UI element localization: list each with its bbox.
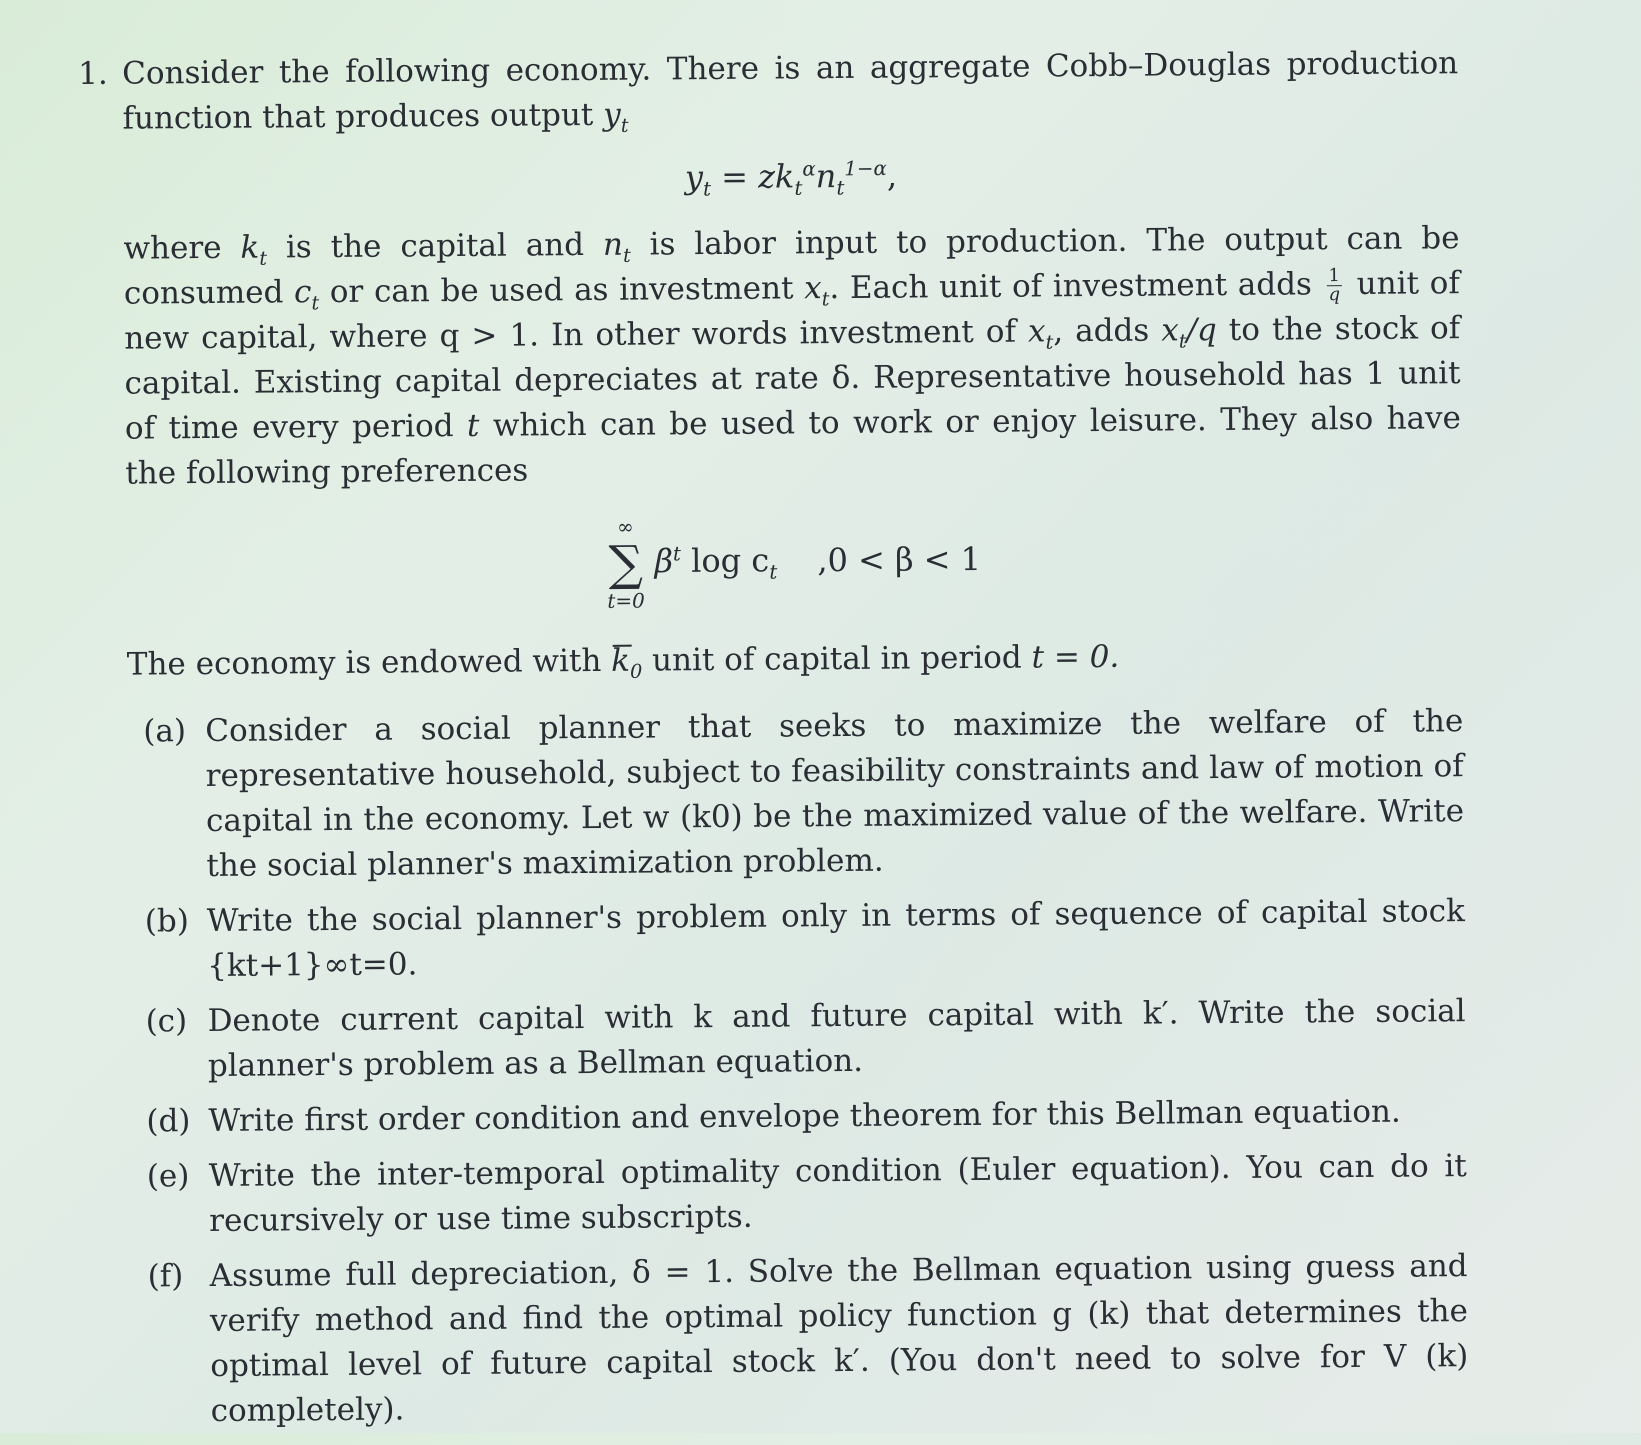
- summation-sign: ∞ ∑ t=0: [607, 514, 645, 613]
- problem-1: [78, 41, 1469, 1445]
- part-d: (d) Write first order condition and envelope theorem for this Bellman equation.: [146, 1093, 1401, 1140]
- part-b: (b) Write the social planner's problem only in terms of sequence of capital stock {kt+1}∞t=0.: [144, 893, 1465, 985]
- part-f: (f) Assume full depreciation, δ = 1. Solve the Bellman equation using guess and verify method and find the optimal policy function g (k) that determines the optimal level of future capital stock k′. (You don't need to solve for V (k) completely).: [147, 1248, 1469, 1429]
- problem-body: [122, 41, 1469, 1444]
- part-e: (e) Write the inter-temporal optimality condition (Euler equation). You can do it recursively or use time subscripts.: [146, 1148, 1467, 1240]
- preferences-equation: ∞ ∑ t=0 $\beta^t$ $\log c_t$ ,0 < β < 1: [607, 514, 982, 613]
- problem-page: [78, 41, 1469, 1445]
- production-equation: $y_t = zk_t^\alpha n_t^{1-\alpha}$,: [684, 156, 898, 201]
- endowment-sentence: The economy is endowed with $k_0$ unit of capital in period t = 0.: [126, 638, 1120, 683]
- intro-paragraph: Consider the following economy. There is an aggregate Cobb–Douglas production function that produces output $y_t$: [122, 45, 1459, 137]
- subquestions-list: [143, 699, 1469, 1434]
- one-over-q-fraction: $\frac{1}{q}$: [1328, 265, 1341, 306]
- problem-number: 1.: [78, 55, 108, 92]
- part-a: (a) Consider a social planner that seeks to maximize the welfare of the representative household, subject to feasibility constraints and law of motion of capital in the economy. Let w (k0) be the maximized value of the welfare. Write the social planner's maximization problem.: [143, 703, 1465, 885]
- model-description-paragraph: where $k_t$ is the capital and $n_t$ is labor input to production. The output can be consumed $c_t$ or can be used as investment $x_t$. Each unit of investment adds $\frac{1}{q}$ unit of new capital, where q > 1. In other words investment of $x_t$, adds $x_t/q$ to the stock of capital. Existing capital depreciates at rate δ. Representative household has 1 unit of time every period t which can be used to work or enjoy leisure. They also have the following preferences: [123, 220, 1462, 492]
- part-c: (c) Denote current capital with k and future capital with k′. Write the social planner's problem as a Bellman equation.: [145, 993, 1466, 1085]
